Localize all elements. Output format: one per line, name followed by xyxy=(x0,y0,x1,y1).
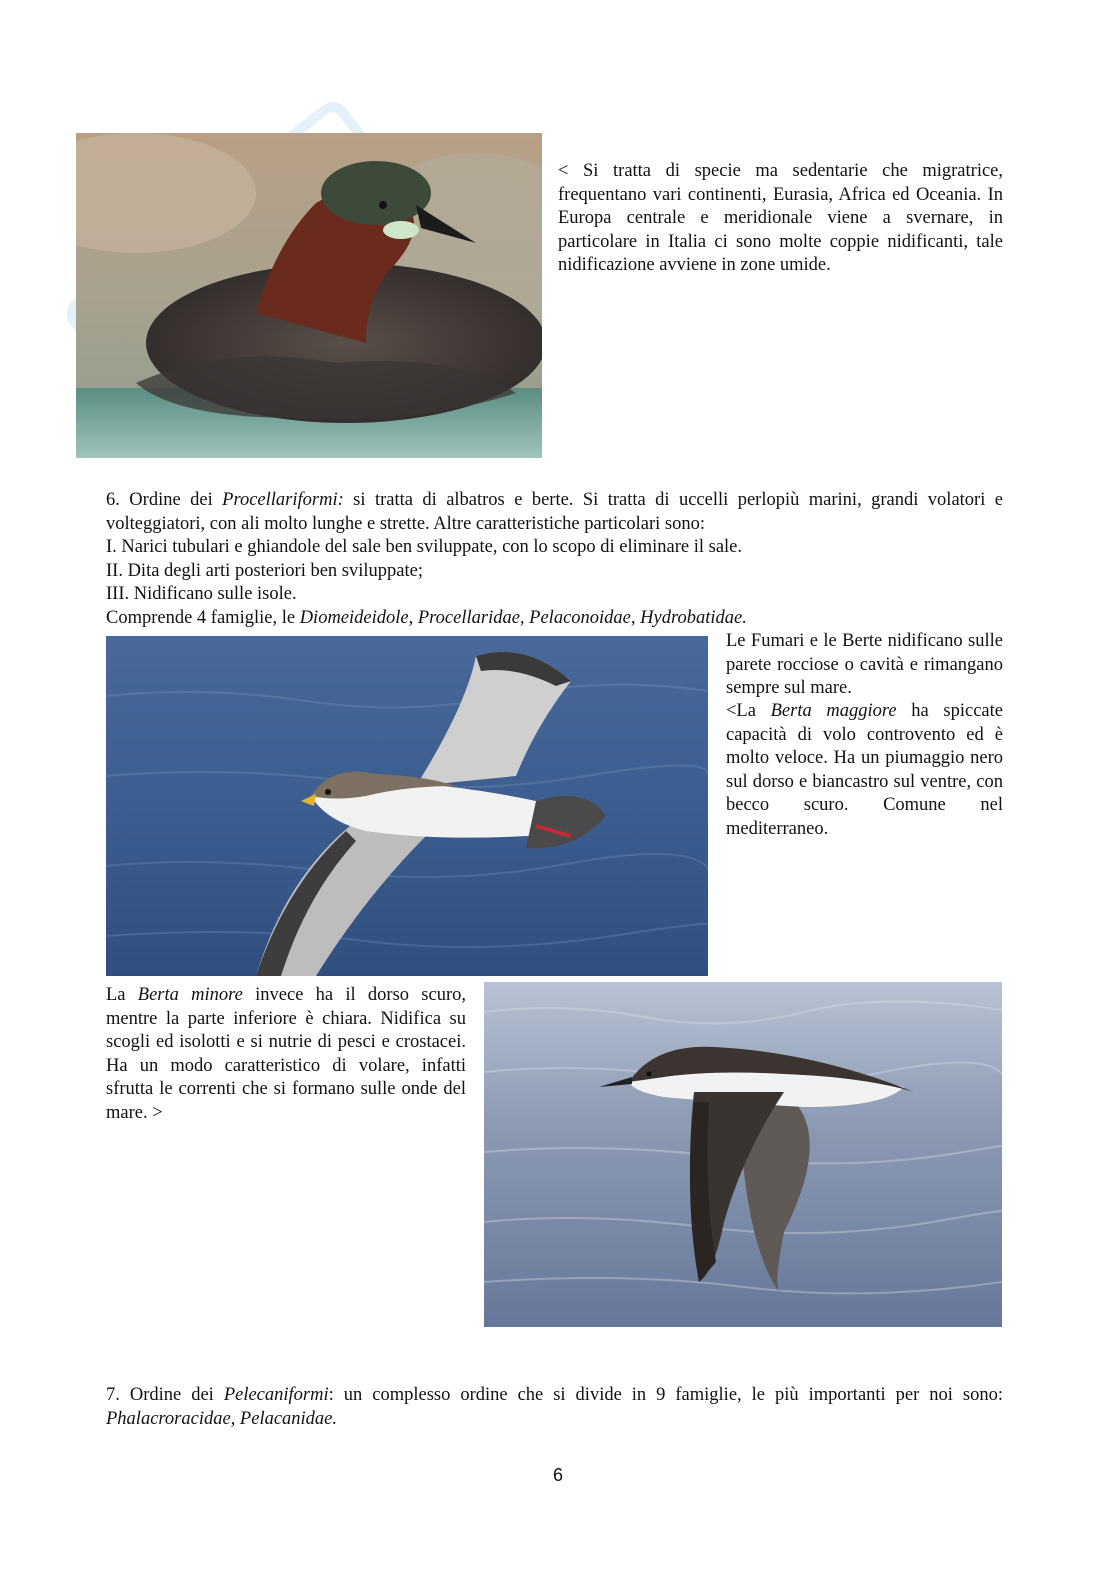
heading-7-families: Phalacroracidae, Pelacanidae. xyxy=(106,1408,338,1429)
berta-minore-prefix: La xyxy=(106,985,138,1005)
heading-7-order-name: Pelecaniformi xyxy=(223,1385,329,1405)
berta-maggiore-name: Berta maggiore xyxy=(770,701,897,721)
heading-7-prefix: 7. Ordine dei xyxy=(106,1385,224,1405)
little-grebe-image xyxy=(76,133,542,458)
families-names: Diomeideidole, Procellaridae, Pelaconoidae, Hydrobatidae. xyxy=(299,607,747,628)
berta-minore-image xyxy=(484,982,1002,1327)
berta-minore-rest: invece ha il dorso scuro, mentre la parte inferiore è chiara. Nidifica su scogli ed isolotti e si nutrie di pesci e crostacei. Ha un modo caratteristico di volare, infatti sfrutta le correnti che si formano sulle onde del mare. > xyxy=(106,985,467,1123)
characteristics-list xyxy=(106,536,1003,630)
families-line xyxy=(106,607,1003,631)
berta-maggiore-rest: ha spiccate capacità di volo controvento ed è molto veloce. Ha un piumaggio nero sul dorso e biancastro sul ventre, con becco scuro. Comune nel mediterraneo. xyxy=(726,701,1003,839)
page-number: 6 xyxy=(552,1465,563,1485)
list-item: III. Nidificano sulle isole. xyxy=(106,584,297,604)
berta-minore-name: Berta minore xyxy=(137,985,243,1005)
section-6-heading xyxy=(106,489,1003,536)
berta-maggiore-image xyxy=(106,636,708,976)
heading-6-rest: si tratta di albatros e berte. Si tratta di uccelli perlopiù marini, grandi volatori e volteggiatori, con ali molto lunghe e strette. Altre caratteristiche particolari sono: xyxy=(106,490,1003,534)
berta-maggiore-prefix: <La xyxy=(726,701,771,721)
berta-maggiore-text xyxy=(726,700,1003,841)
section-7-heading xyxy=(106,1384,1003,1431)
list-item: I. Narici tubulari e ghiandole del sale ben sviluppate, con lo scopo di eliminare il sale. xyxy=(106,537,743,557)
grebe-description: < Si tratta di specie ma sedentarie che migratrice, frequentano vari continenti, Eurasia, Africa ed Oceania. In Europa centrale e meridionale viene a svernare, in particolare in Italia ci sono molte coppie nidificanti, tale nidificazione avviene in zone umide. xyxy=(558,161,1003,275)
families-prefix: Comprende 4 famiglie, le xyxy=(106,607,300,628)
heading-7-rest: : un complesso ordine che si divide in 9 famiglie, le più importanti per noi sono: xyxy=(328,1385,1003,1405)
berta-minore-text xyxy=(106,984,466,1125)
list-item: II. Dita degli arti posteriori ben sviluppate; xyxy=(106,560,423,581)
fumari-berte-text: Le Fumari e le Berte nidificano sulle parete rocciose o cavità e rimangano sempre sul mare. xyxy=(726,631,1003,698)
heading-6-order-name: Procellariformi: xyxy=(222,490,344,510)
heading-6-prefix: 6. Ordine dei xyxy=(106,490,223,510)
